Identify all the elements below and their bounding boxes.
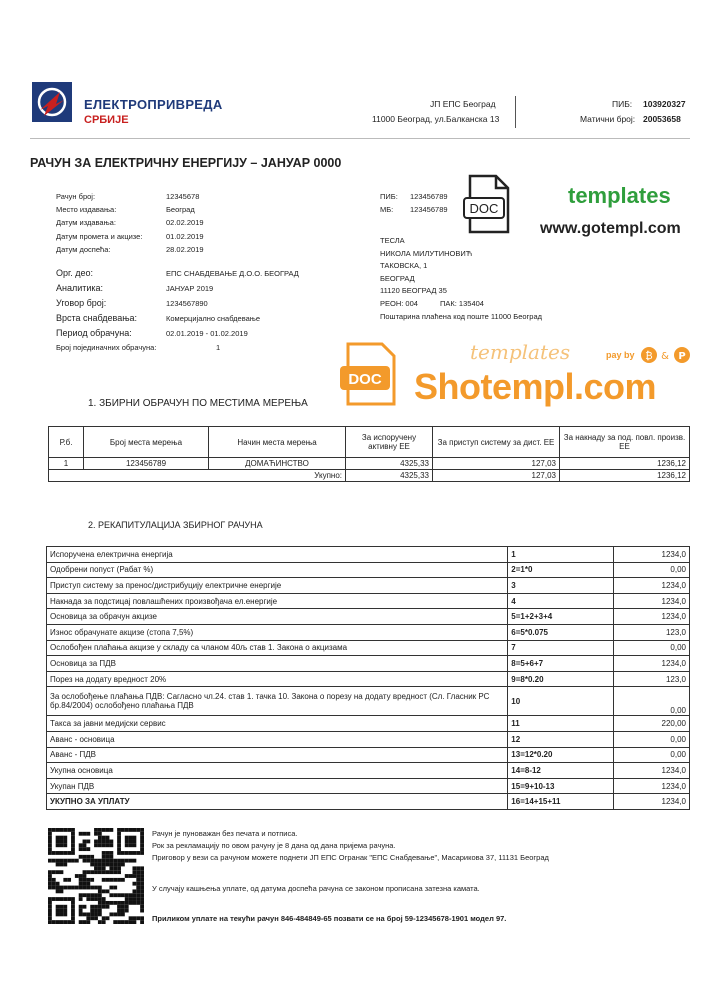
payment-note: Приликом уплате на текући рачун 846-484849-65 позвати се на број 59-12345678-1901 модел 97. bbox=[152, 914, 507, 923]
recap-formula: 9=8*0.20 bbox=[508, 671, 614, 687]
invoice-field bbox=[56, 230, 204, 243]
recap-formula: 14=8-12 bbox=[508, 763, 614, 779]
header-rule bbox=[30, 138, 690, 139]
metering-table bbox=[48, 426, 690, 482]
field-label: Датум промета и акцизе: bbox=[56, 231, 143, 241]
late-payment-note: У случају кашњења уплате, од датума доспећа рачуна се законом прописана затезна камата. bbox=[152, 884, 480, 893]
recap-formula: 3 bbox=[508, 578, 614, 594]
field-label: Број појединачних обрачуна: bbox=[56, 343, 157, 352]
org-field bbox=[56, 281, 299, 296]
table-row bbox=[47, 562, 690, 578]
cell: 127,03 bbox=[433, 458, 560, 470]
recap-description: Приступ систему за пренос/дистрибуцију електричне енергије bbox=[47, 578, 508, 594]
recap-formula: 12 bbox=[508, 731, 614, 747]
cell: 127,03 bbox=[433, 470, 560, 482]
field-label: Уговор број: bbox=[56, 298, 107, 308]
table-row bbox=[47, 609, 690, 625]
table-row bbox=[47, 778, 690, 794]
qr-code-icon bbox=[48, 828, 144, 924]
reon-value: РЕОН: 004 bbox=[380, 298, 418, 308]
recap-amount: 1234,0 bbox=[614, 578, 690, 594]
svg-text:&: & bbox=[661, 351, 669, 362]
cell: 123456789 bbox=[84, 458, 209, 470]
company-address: 11000 Београд, ул.Балканска 13 bbox=[372, 114, 500, 124]
field-value: 02.01.2019 - 01.02.2019 bbox=[166, 329, 248, 338]
recap-formula: 2=1*0 bbox=[508, 562, 614, 578]
cell: ДОМАЋИНСТВО bbox=[209, 458, 346, 470]
recap-description: Основица за ПДВ bbox=[47, 656, 508, 672]
brand-subname: СРБИЈЕ bbox=[84, 114, 129, 126]
sho-main: Shotempl.com bbox=[414, 366, 657, 407]
customer-address bbox=[380, 235, 542, 323]
customer-mb bbox=[380, 203, 448, 216]
table-row bbox=[47, 763, 690, 779]
payment-icons bbox=[640, 346, 700, 364]
recap-amount: 123,0 bbox=[614, 671, 690, 687]
recap-formula: 11 bbox=[508, 716, 614, 732]
eps-logo-icon bbox=[30, 80, 74, 124]
doc-orange-icon bbox=[338, 340, 402, 410]
org-field bbox=[56, 266, 299, 281]
field-value: 1234567890 bbox=[166, 299, 208, 308]
field-label: Орг. део: bbox=[56, 268, 93, 278]
customer-pib bbox=[380, 190, 448, 203]
org-field bbox=[56, 311, 299, 326]
recap-amount: 1234,0 bbox=[614, 778, 690, 794]
recap-description: Накнада за подстицај повлашћених произвођача ел.енергије bbox=[47, 593, 508, 609]
doc-label: DOC bbox=[469, 201, 499, 216]
recap-description: Испоручена електрична енергија bbox=[47, 547, 508, 563]
field-value: 123456789 bbox=[410, 205, 448, 214]
table-row bbox=[47, 687, 690, 716]
field-value: 12345678 bbox=[166, 192, 200, 201]
customer-line: ТЕСЛА bbox=[380, 236, 405, 245]
postage-note: Поштарина плаћена код поште 11000 Београд bbox=[380, 311, 542, 321]
field-value: 02.02.2019 bbox=[166, 218, 204, 228]
table-row bbox=[47, 671, 690, 687]
customer-line: ТАКОВСКА, 1 bbox=[380, 261, 428, 271]
col-header: Начин места мерења bbox=[209, 427, 346, 458]
invoice-field bbox=[56, 203, 204, 216]
table-row bbox=[47, 578, 690, 594]
cell: 4325,33 bbox=[346, 458, 433, 470]
recap-amount: 0,00 bbox=[614, 731, 690, 747]
mb-value: 20053658 bbox=[643, 114, 681, 124]
recap-description: Укупна основица bbox=[47, 763, 508, 779]
recap-formula: 13=12*0.20 bbox=[508, 747, 614, 763]
table-row bbox=[47, 747, 690, 763]
recap-amount: 0,00 bbox=[614, 747, 690, 763]
recap-amount: 0,00 bbox=[614, 562, 690, 578]
cell: 1236,12 bbox=[560, 458, 690, 470]
footer-notes bbox=[152, 828, 549, 864]
pay-by-label: pay by bbox=[606, 350, 635, 360]
col-header: За приступ систему за дист. ЕЕ bbox=[433, 427, 560, 458]
header-divider bbox=[515, 96, 516, 128]
recap-table bbox=[46, 546, 690, 810]
table-row bbox=[47, 731, 690, 747]
recap-formula: 7 bbox=[508, 640, 614, 656]
field-label: Аналитика: bbox=[56, 283, 104, 293]
field-label: ПИБ: bbox=[380, 192, 398, 201]
total-label: Укупно: bbox=[49, 470, 346, 482]
company-name: ЈП ЕПС Београд bbox=[430, 99, 496, 109]
recap-amount: 1234,0 bbox=[614, 609, 690, 625]
table-row bbox=[47, 794, 690, 810]
field-value: Београд bbox=[166, 205, 195, 215]
table-row bbox=[47, 624, 690, 640]
watermark-templates: templates bbox=[568, 183, 671, 208]
recap-description: Износ обрачунате акцизе (стопа 7,5%) bbox=[47, 624, 508, 640]
footer-note: Рок за рекламацију по овом рачуну је 8 дана од дана пријема рачуна. bbox=[152, 841, 396, 850]
recap-description: Основица за обрачун акцизе bbox=[47, 609, 508, 625]
field-label: Место издавања: bbox=[56, 205, 117, 215]
recap-formula: 16=14+15+11 bbox=[508, 794, 614, 810]
recap-formula: 15=9+10-13 bbox=[508, 778, 614, 794]
recap-description: Порез на додату вредност 20% bbox=[47, 671, 508, 687]
recap-formula: 6=5*0.075 bbox=[508, 624, 614, 640]
table-row bbox=[47, 593, 690, 609]
customer-line: БЕОГРАД bbox=[380, 273, 415, 283]
table-row bbox=[47, 656, 690, 672]
recap-amount: 0,00 bbox=[614, 640, 690, 656]
recap-amount: 1234,0 bbox=[614, 656, 690, 672]
customer-line: НИКОЛА МИЛУТИНОВИЋ bbox=[380, 248, 473, 258]
org-field bbox=[56, 296, 299, 311]
recap-description: За ослобођење плаћања ПДВ: Сагласно чл.24. став 1. тачка 10. Закона о порезу на додату вредност (Сл. Гласник РС бр.84/2004) ослобођено плаћања ПДВ bbox=[47, 687, 508, 716]
field-label: МБ: bbox=[380, 205, 394, 214]
cell: 4325,33 bbox=[346, 470, 433, 482]
col-header: За испоручену активну ЕЕ bbox=[346, 427, 433, 458]
col-header: За накнаду за под. повл. произв. ЕЕ bbox=[560, 427, 690, 458]
recap-description: Укупан ПДВ bbox=[47, 778, 508, 794]
org-fields bbox=[56, 266, 299, 355]
table-row bbox=[47, 640, 690, 656]
field-value: 28.02.2019 bbox=[166, 244, 204, 254]
field-value: 1 bbox=[216, 343, 221, 352]
table-row bbox=[47, 547, 690, 563]
invoice-field bbox=[56, 216, 204, 229]
recap-description: УКУПНО ЗА УПЛАТУ bbox=[47, 794, 508, 810]
org-field bbox=[56, 326, 299, 341]
recap-formula: 10 bbox=[508, 687, 614, 716]
watermark-url: www.gotempl.com bbox=[540, 220, 681, 237]
recap-formula: 4 bbox=[508, 593, 614, 609]
svg-text:₿: ₿ bbox=[645, 351, 653, 362]
field-value: ЕПС СНАБДЕВАЊЕ Д.О.О. БЕОГРАД bbox=[166, 269, 299, 278]
recap-amount: 0,00 bbox=[614, 687, 690, 716]
pib-value: 103920327 bbox=[643, 99, 686, 109]
recap-amount: 1234,0 bbox=[614, 794, 690, 810]
invoice-fields bbox=[56, 190, 204, 256]
recap-amount: 1234,0 bbox=[614, 763, 690, 779]
brand-name: ЕЛЕКТРОПРИВРЕДА bbox=[84, 97, 223, 112]
table-header-row bbox=[49, 427, 690, 458]
field-label: Врста снабдевања: bbox=[56, 313, 138, 323]
recap-description: Одобрени попуст (Рабат %) bbox=[47, 562, 508, 578]
field-label: Датум доспећа: bbox=[56, 244, 111, 254]
customer-block bbox=[380, 190, 448, 216]
field-label: Период обрачуна: bbox=[56, 328, 132, 338]
totals-row bbox=[49, 470, 690, 482]
customer-line: 11120 БЕОГРАД 35 bbox=[380, 286, 447, 296]
cell: 1236,12 bbox=[560, 470, 690, 482]
field-value: Комерцијално снабдевање bbox=[166, 314, 261, 323]
field-value: ЈАНУАР 2019 bbox=[166, 284, 214, 293]
footer-note: Приговор у вези са рачуном можете поднети ЈП ЕПС Огранак "ЕПС Снабдевање", Масарикова 37, 11131 Београд bbox=[152, 853, 549, 862]
recap-amount: 123,0 bbox=[614, 624, 690, 640]
invoice-field bbox=[56, 190, 204, 203]
mb-label: Матични број: bbox=[580, 114, 636, 124]
recap-formula: 8=5+6+7 bbox=[508, 656, 614, 672]
pib-label: ПИБ: bbox=[612, 99, 633, 109]
recap-amount: 1234,0 bbox=[614, 547, 690, 563]
sho-script: templates bbox=[470, 340, 571, 364]
recap-amount: 220,00 bbox=[614, 716, 690, 732]
recap-description: Аванс - основица bbox=[47, 731, 508, 747]
field-label: Датум издавања: bbox=[56, 218, 116, 228]
field-label: Рачун број: bbox=[56, 192, 96, 201]
page-title: РАЧУН ЗА ЕЛЕКТРИЧНУ ЕНЕРГИЈУ – ЈАНУАР 0000 bbox=[30, 156, 342, 170]
doc-orange-label: DOC bbox=[348, 371, 382, 388]
recap-description: Аванс - ПДВ bbox=[47, 747, 508, 763]
org-field bbox=[56, 341, 299, 355]
recap-formula: 1 bbox=[508, 547, 614, 563]
recap-amount: 1234,0 bbox=[614, 593, 690, 609]
svg-text:P: P bbox=[678, 351, 686, 362]
recap-formula: 5=1+2+3+4 bbox=[508, 609, 614, 625]
col-header: Р.б. bbox=[49, 427, 84, 458]
doc-file-icon bbox=[462, 174, 514, 236]
footer-note: Рачун је пуноважан без печата и потписа. bbox=[152, 829, 298, 838]
recap-description: Такса за јавни медијски сервис bbox=[47, 716, 508, 732]
section1-heading: 1. ЗБИРНИ ОБРАЧУН ПО МЕСТИМА МЕРЕЊА bbox=[88, 398, 308, 409]
cell: 1 bbox=[49, 458, 84, 470]
table-row bbox=[47, 716, 690, 732]
col-header: Број места мерења bbox=[84, 427, 209, 458]
field-value: 123456789 bbox=[410, 192, 448, 201]
recap-description: Ослобођен плаћања акцизе у складу са чланом 40љ став 1. Закона о акцизама bbox=[47, 640, 508, 656]
table-row bbox=[49, 458, 690, 470]
field-value: 01.02.2019 bbox=[166, 231, 204, 241]
section2-heading: 2. РЕКАПИТУЛАЦИЈА ЗБИРНОГ РАЧУНА bbox=[88, 520, 263, 530]
customer-reon bbox=[380, 298, 542, 311]
pak-value: ПАК: 135404 bbox=[440, 298, 484, 308]
invoice-field bbox=[56, 243, 204, 256]
